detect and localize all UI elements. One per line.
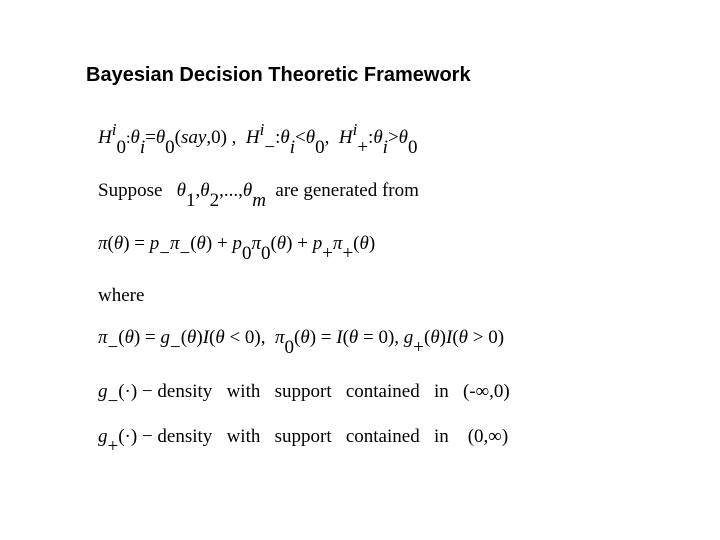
density-word: density — [157, 381, 213, 402]
density-word: density — [157, 426, 213, 447]
with-word: with — [226, 426, 261, 447]
support-word: support — [274, 426, 332, 447]
generated-phrase: are generated from — [275, 180, 419, 201]
hypotheses-line: Hi0:θi=θ0(say,0) , Hi−:θi<θ0, Hi+:θi>θ0 — [98, 120, 418, 158]
suppose-word: Suppose — [98, 180, 163, 201]
say-word: say — [181, 127, 207, 148]
suppose-line: Suppose θ1,θ2,...,θm are generated from — [98, 180, 419, 211]
positive-interval: (0,∞) — [467, 426, 509, 447]
g-plus-line: g+(·) − density with support contained in (0,∞) — [98, 426, 509, 457]
contained-word: contained — [345, 381, 420, 402]
in-word: in — [433, 426, 449, 447]
prior-line: π(θ) = p−π−(θ) + p0π0(θ) + p+π+(θ) — [98, 233, 376, 264]
contained-word: contained — [345, 426, 420, 447]
components-line: π−(θ) = g−(θ)I(θ < 0), π0(θ) = I(θ = 0), g+(θ)I(θ > 0) — [98, 327, 505, 358]
support-word: support — [274, 381, 332, 402]
negative-interval: (-∞,0) — [462, 381, 510, 402]
in-word: in — [433, 381, 449, 402]
g-minus-line: g−(·) − density with support contained in (-∞,0) — [98, 381, 510, 412]
where-line: where — [98, 285, 145, 306]
slide-title: Bayesian Decision Theoretic Framework — [86, 64, 471, 86]
with-word: with — [226, 381, 261, 402]
